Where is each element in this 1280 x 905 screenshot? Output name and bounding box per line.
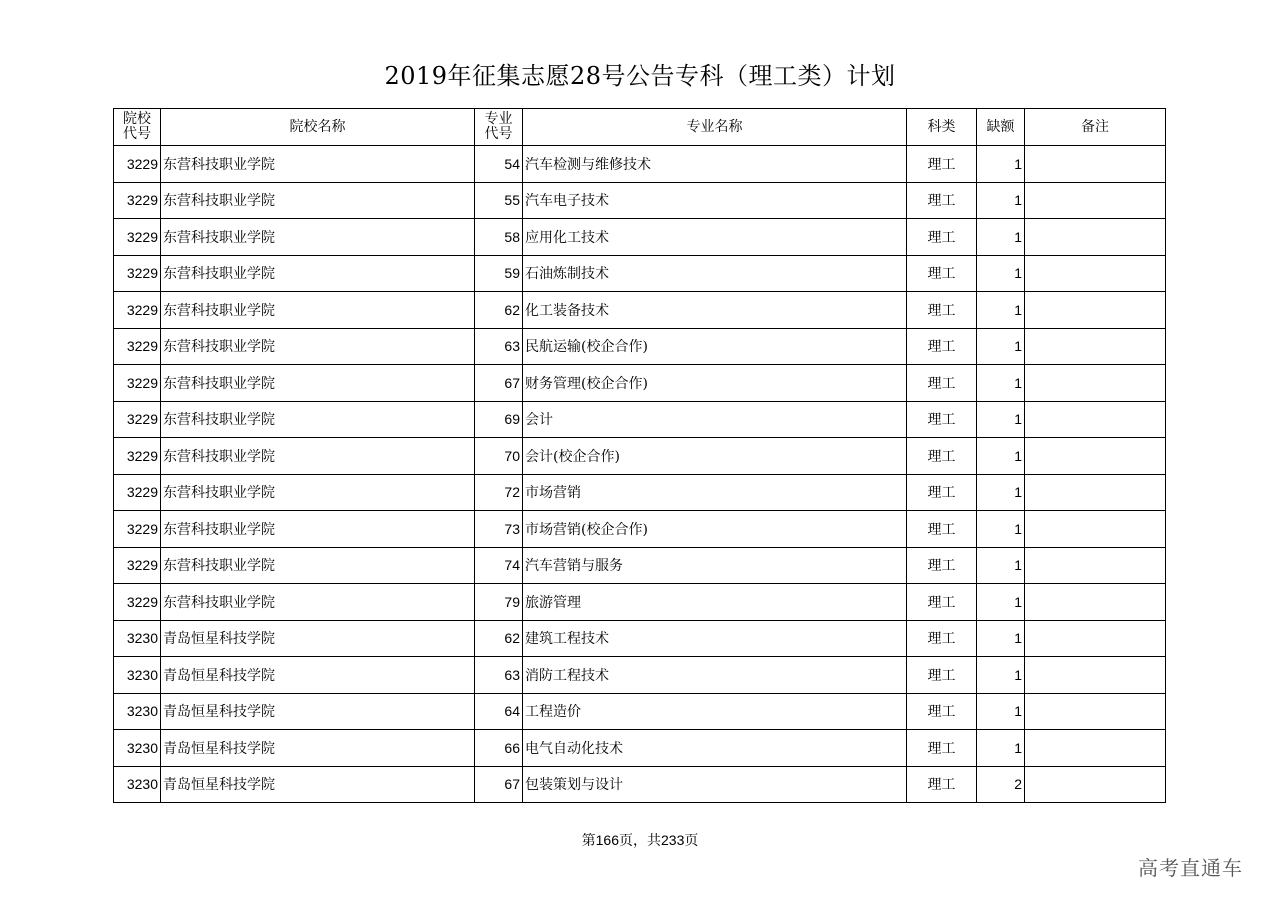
cell-school-name: 东营科技职业学院 (161, 401, 475, 438)
cell-major-code: 62 (475, 292, 523, 329)
cell-major-code: 67 (475, 766, 523, 803)
cell-major-name: 汽车营销与服务 (523, 547, 907, 584)
cell-quota: 1 (977, 328, 1025, 365)
cell-major-name: 应用化工技术 (523, 219, 907, 256)
page-title: 2019年征集志愿28号公告专科（理工类）计划 (384, 62, 896, 90)
cell-note (1025, 620, 1166, 657)
cell-school-name: 东营科技职业学院 (161, 255, 475, 292)
cell-school-code: 3230 (114, 766, 161, 803)
table-row (114, 620, 1166, 657)
table-row (114, 365, 1166, 402)
cell-category: 理工 (907, 584, 977, 621)
cell-quota: 1 (977, 657, 1025, 694)
cell-school-code: 3229 (114, 438, 161, 475)
cell-school-code: 3230 (114, 730, 161, 767)
header-major-code-label: 专业 代号 (484, 111, 513, 142)
cell-school-name: 东营科技职业学院 (161, 474, 475, 511)
cell-school-name: 青岛恒星科技学院 (161, 620, 475, 657)
cell-quota: 1 (977, 255, 1025, 292)
table-row (114, 547, 1166, 584)
cell-school-name: 东营科技职业学院 (161, 328, 475, 365)
cell-major-name: 民航运输(校企合作) (523, 328, 907, 365)
cell-major-name: 包装策划与设计 (523, 766, 907, 803)
cell-school-name: 青岛恒星科技学院 (161, 766, 475, 803)
cell-note (1025, 438, 1166, 475)
cell-quota: 1 (977, 292, 1025, 329)
cell-category: 理工 (907, 219, 977, 256)
footer-suffix: 页 (684, 833, 699, 849)
cell-quota: 1 (977, 693, 1025, 730)
cell-school-name: 东营科技职业学院 (161, 511, 475, 548)
cell-quota: 1 (977, 584, 1025, 621)
cell-major-code: 64 (475, 693, 523, 730)
header-school-name: 院校名称 (161, 109, 475, 146)
cell-category: 理工 (907, 438, 977, 475)
cell-quota: 1 (977, 474, 1025, 511)
cell-note (1025, 730, 1166, 767)
cell-category: 理工 (907, 182, 977, 219)
table-row (114, 292, 1166, 329)
footer-total-pages: 233 (661, 832, 685, 848)
cell-quota: 1 (977, 401, 1025, 438)
cell-note (1025, 511, 1166, 548)
cell-note (1025, 328, 1166, 365)
cell-category: 理工 (907, 547, 977, 584)
cell-major-name: 旅游管理 (523, 584, 907, 621)
table-row (114, 730, 1166, 767)
table-row (114, 401, 1166, 438)
cell-quota: 1 (977, 730, 1025, 767)
cell-category: 理工 (907, 620, 977, 657)
header-major-name: 专业名称 (523, 109, 907, 146)
cell-major-name: 工程造价 (523, 693, 907, 730)
cell-category: 理工 (907, 730, 977, 767)
cell-school-name: 东营科技职业学院 (161, 182, 475, 219)
cell-major-code: 74 (475, 547, 523, 584)
cell-school-code: 3229 (114, 584, 161, 621)
footer-prefix: 第 (581, 833, 596, 849)
header-note: 备注 (1025, 109, 1166, 146)
header-category: 科类 (907, 109, 977, 146)
cell-major-name: 市场营销(校企合作) (523, 511, 907, 548)
cell-school-name: 东营科技职业学院 (161, 584, 475, 621)
cell-major-code: 54 (475, 146, 523, 183)
table-row (114, 693, 1166, 730)
cell-quota: 2 (977, 766, 1025, 803)
footer-middle: 页，共 (619, 833, 661, 849)
cell-major-name: 石油炼制技术 (523, 255, 907, 292)
table-row (114, 182, 1166, 219)
cell-category: 理工 (907, 365, 977, 402)
cell-note (1025, 693, 1166, 730)
header-school-code-label: 院校 代号 (123, 111, 151, 142)
cell-quota: 1 (977, 438, 1025, 475)
table-row (114, 766, 1166, 803)
header-school-code (114, 109, 161, 146)
cell-major-code: 70 (475, 438, 523, 475)
table-row (114, 328, 1166, 365)
cell-note (1025, 146, 1166, 183)
cell-school-code: 3229 (114, 401, 161, 438)
cell-school-name: 青岛恒星科技学院 (161, 730, 475, 767)
cell-school-code: 3229 (114, 292, 161, 329)
cell-school-code: 3229 (114, 255, 161, 292)
table-row (114, 657, 1166, 694)
cell-category: 理工 (907, 255, 977, 292)
plan-table (113, 108, 1166, 803)
cell-category: 理工 (907, 511, 977, 548)
cell-school-code: 3229 (114, 328, 161, 365)
cell-school-name: 东营科技职业学院 (161, 219, 475, 256)
header-quota: 缺额 (977, 109, 1025, 146)
header-major-code (475, 109, 523, 146)
cell-major-name: 会计(校企合作) (523, 438, 907, 475)
cell-major-code: 62 (475, 620, 523, 657)
cell-quota: 1 (977, 219, 1025, 256)
cell-note (1025, 766, 1166, 803)
cell-quota: 1 (977, 547, 1025, 584)
cell-school-code: 3230 (114, 693, 161, 730)
cell-school-code: 3229 (114, 146, 161, 183)
cell-category: 理工 (907, 146, 977, 183)
cell-category: 理工 (907, 657, 977, 694)
cell-note (1025, 219, 1166, 256)
cell-note (1025, 255, 1166, 292)
cell-major-code: 79 (475, 584, 523, 621)
cell-school-code: 3229 (114, 547, 161, 584)
cell-school-code: 3229 (114, 474, 161, 511)
cell-major-name: 市场营销 (523, 474, 907, 511)
cell-major-code: 58 (475, 219, 523, 256)
cell-note (1025, 584, 1166, 621)
cell-category: 理工 (907, 766, 977, 803)
cell-major-name: 会计 (523, 401, 907, 438)
cell-major-name: 财务管理(校企合作) (523, 365, 907, 402)
cell-school-name: 东营科技职业学院 (161, 547, 475, 584)
cell-note (1025, 547, 1166, 584)
cell-note (1025, 474, 1166, 511)
cell-category: 理工 (907, 693, 977, 730)
table-row (114, 474, 1166, 511)
cell-quota: 1 (977, 620, 1025, 657)
cell-major-code: 63 (475, 328, 523, 365)
cell-school-code: 3229 (114, 219, 161, 256)
cell-quota: 1 (977, 146, 1025, 183)
table-row (114, 438, 1166, 475)
cell-school-name: 青岛恒星科技学院 (161, 657, 475, 694)
table-row (114, 255, 1166, 292)
table-header-row (114, 109, 1166, 146)
cell-note (1025, 657, 1166, 694)
cell-major-code: 72 (475, 474, 523, 511)
table-row (114, 511, 1166, 548)
cell-major-name: 汽车检测与维修技术 (523, 146, 907, 183)
cell-major-code: 73 (475, 511, 523, 548)
cell-school-name: 东营科技职业学院 (161, 292, 475, 329)
cell-major-name: 消防工程技术 (523, 657, 907, 694)
cell-school-code: 3229 (114, 511, 161, 548)
cell-note (1025, 401, 1166, 438)
cell-major-name: 化工装备技术 (523, 292, 907, 329)
cell-quota: 1 (977, 182, 1025, 219)
cell-school-name: 青岛恒星科技学院 (161, 693, 475, 730)
cell-school-code: 3230 (114, 657, 161, 694)
table-row (114, 146, 1166, 183)
cell-major-code: 55 (475, 182, 523, 219)
cell-quota: 1 (977, 511, 1025, 548)
cell-major-code: 63 (475, 657, 523, 694)
cell-quota: 1 (977, 365, 1025, 402)
cell-category: 理工 (907, 401, 977, 438)
cell-category: 理工 (907, 292, 977, 329)
page-footer (0, 830, 1280, 850)
cell-major-code: 67 (475, 365, 523, 402)
cell-school-name: 东营科技职业学院 (161, 365, 475, 402)
table-row (114, 219, 1166, 256)
cell-major-code: 59 (475, 255, 523, 292)
table-row (114, 584, 1166, 621)
table-body (114, 146, 1166, 803)
cell-category: 理工 (907, 474, 977, 511)
cell-school-name: 东营科技职业学院 (161, 146, 475, 183)
footer-page-number: 166 (595, 832, 619, 848)
cell-school-code: 3229 (114, 365, 161, 402)
cell-note (1025, 292, 1166, 329)
cell-school-code: 3229 (114, 182, 161, 219)
cell-major-name: 电气自动化技术 (523, 730, 907, 767)
watermark-logo: 高考直通车 (1138, 856, 1243, 880)
cell-major-code: 66 (475, 730, 523, 767)
cell-major-code: 69 (475, 401, 523, 438)
cell-category: 理工 (907, 328, 977, 365)
cell-major-name: 汽车电子技术 (523, 182, 907, 219)
cell-major-name: 建筑工程技术 (523, 620, 907, 657)
cell-note (1025, 365, 1166, 402)
cell-school-code: 3230 (114, 620, 161, 657)
cell-school-name: 东营科技职业学院 (161, 438, 475, 475)
cell-note (1025, 182, 1166, 219)
